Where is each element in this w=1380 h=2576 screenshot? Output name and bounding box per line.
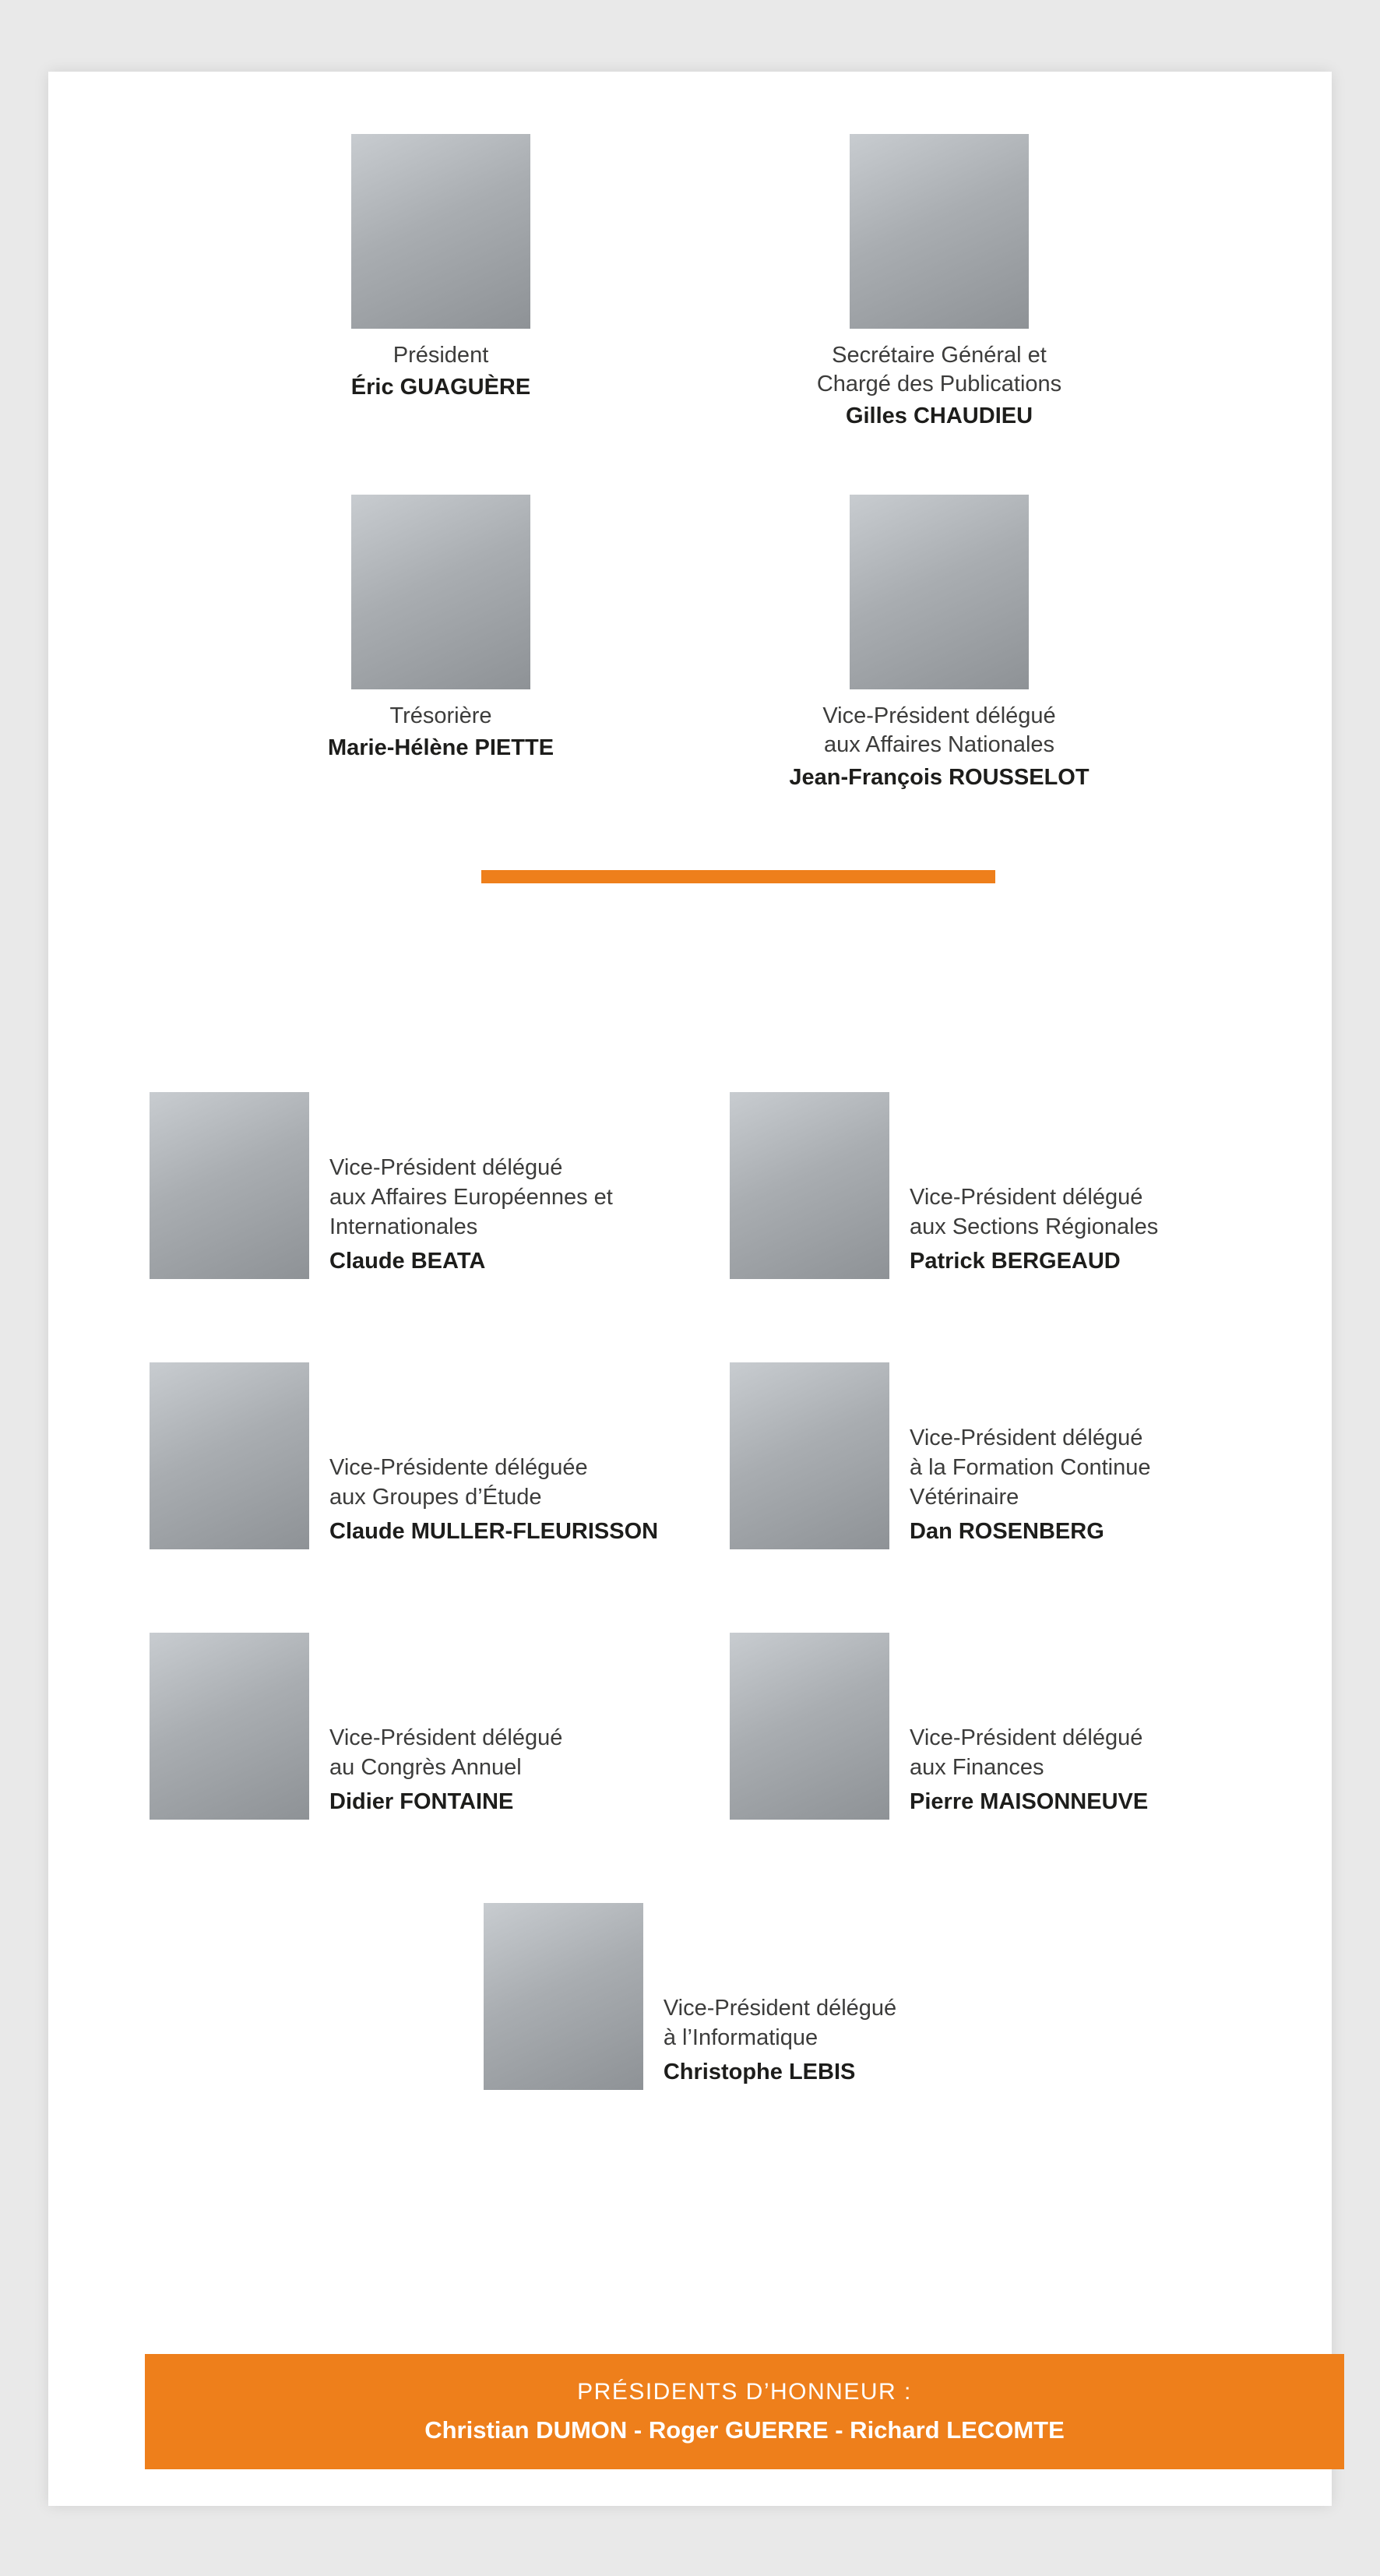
vice-presidents-row-3 xyxy=(48,1633,1332,1820)
member-role-line-3: Internationales xyxy=(329,1214,478,1240)
member-role-line-2: à l’Informatique xyxy=(663,2025,818,2051)
honorary-presidents-names: Christian DUMON - Roger GUERRE - Richard LECOMTE xyxy=(424,2416,1065,2444)
honorary-presidents-title: PRÉSIDENTS D’HONNEUR : xyxy=(577,2379,912,2405)
member-caption xyxy=(329,1453,658,1549)
member-card-president[interactable] xyxy=(192,134,690,431)
member-role-line-2: aux Affaires Européennes et xyxy=(329,1185,613,1210)
member-role-line-2: à la Formation Continue xyxy=(910,1455,1151,1481)
portrait-photo xyxy=(484,1903,643,2090)
executive-row-1 xyxy=(48,134,1332,431)
portrait-photo xyxy=(351,495,530,689)
member-role-line-1: Vice-Président délégué xyxy=(329,1154,563,1180)
member-card-vp-formation-continue[interactable] xyxy=(730,1362,1310,1549)
member-role: Président xyxy=(393,343,489,368)
member-card-tresoriere[interactable] xyxy=(192,495,690,791)
portrait-photo xyxy=(150,1362,309,1549)
member-name: Dan ROSENBERG xyxy=(910,1518,1104,1544)
member-role-line-1: Secrétaire Général et xyxy=(832,343,1047,368)
honorary-presidents-banner xyxy=(145,2354,1344,2469)
member-card-vp-groupes-etude[interactable] xyxy=(150,1362,730,1549)
member-name: Didier FONTAINE xyxy=(329,1788,514,1814)
member-caption xyxy=(910,1423,1151,1549)
member-role-line-2: aux Sections Régionales xyxy=(910,1214,1159,1240)
member-caption xyxy=(329,1153,613,1279)
member-card-vp-informatique[interactable] xyxy=(484,1903,896,2090)
member-card-vp-affaires-europeennes[interactable] xyxy=(150,1092,730,1279)
member-caption xyxy=(664,1993,896,2090)
portrait-photo xyxy=(150,1092,309,1279)
section-divider xyxy=(481,870,995,883)
member-role-line-2: aux Finances xyxy=(910,1755,1044,1781)
member-role-line-1: Vice-Présidente déléguée xyxy=(329,1455,588,1481)
vice-presidents-row-4 xyxy=(48,1903,1332,2090)
member-name: Patrick BERGEAUD xyxy=(910,1248,1121,1274)
portrait-photo xyxy=(730,1362,889,1549)
member-role-line-1: Vice-Président délégué xyxy=(910,1185,1143,1210)
member-role-line-3: Vétérinaire xyxy=(910,1485,1019,1510)
member-caption xyxy=(351,341,530,402)
board-card xyxy=(48,72,1332,2506)
member-name: Christophe LEBIS xyxy=(663,2059,856,2084)
member-role-line-1: Trésorière xyxy=(389,703,492,729)
member-card-vp-affaires-nationales[interactable] xyxy=(690,495,1188,791)
vice-presidents-row-2 xyxy=(48,1362,1332,1549)
member-name: Claude BEATA xyxy=(329,1248,486,1274)
portrait-photo xyxy=(150,1633,309,1820)
member-card-vp-sections-regionales[interactable] xyxy=(730,1092,1310,1279)
member-caption xyxy=(910,1182,1158,1279)
portrait-photo xyxy=(351,134,530,329)
member-role-line-2: aux Affaires Nationales xyxy=(823,732,1055,758)
member-name: Gilles CHAUDIEU xyxy=(845,403,1033,429)
member-name: Éric GUAGUÈRE xyxy=(350,375,531,400)
member-caption xyxy=(329,1723,562,1820)
vice-presidents-section xyxy=(48,1092,1332,2173)
member-name: Pierre MAISONNEUVE xyxy=(910,1788,1149,1814)
member-card-secretaire-general[interactable] xyxy=(690,134,1188,431)
member-name: Jean-François ROUSSELOT xyxy=(789,764,1090,790)
member-caption xyxy=(910,1723,1148,1820)
executive-board-section xyxy=(48,134,1332,792)
member-role-line-2: Chargé des Publications xyxy=(816,372,1062,397)
member-role-line-1: Vice-Président délégué xyxy=(910,1725,1143,1751)
member-card-vp-congres-annuel[interactable] xyxy=(150,1633,730,1820)
vice-presidents-row-1 xyxy=(48,1092,1332,1279)
member-caption xyxy=(817,341,1061,431)
member-caption xyxy=(789,702,1089,791)
member-role-line-1: Vice-Président délégué xyxy=(910,1425,1143,1450)
member-name: Claude MULLER-FLEURISSON xyxy=(329,1518,659,1544)
member-card-vp-finances[interactable] xyxy=(730,1633,1310,1820)
member-role-line-1: Vice-Président délégué xyxy=(822,703,1056,729)
member-caption xyxy=(328,702,554,763)
member-name: Marie-Hélène PIETTE xyxy=(327,735,554,761)
member-role-line-2: au Congrès Annuel xyxy=(329,1755,522,1781)
executive-row-2 xyxy=(48,495,1332,791)
portrait-photo xyxy=(850,495,1029,689)
portrait-photo xyxy=(850,134,1029,329)
portrait-photo xyxy=(730,1092,889,1279)
member-role-line-1: Vice-Président délégué xyxy=(663,1996,897,2021)
portrait-photo xyxy=(730,1633,889,1820)
member-role-line-1: Vice-Président délégué xyxy=(329,1725,563,1751)
member-role-line-2: aux Groupes d’Étude xyxy=(329,1485,542,1510)
